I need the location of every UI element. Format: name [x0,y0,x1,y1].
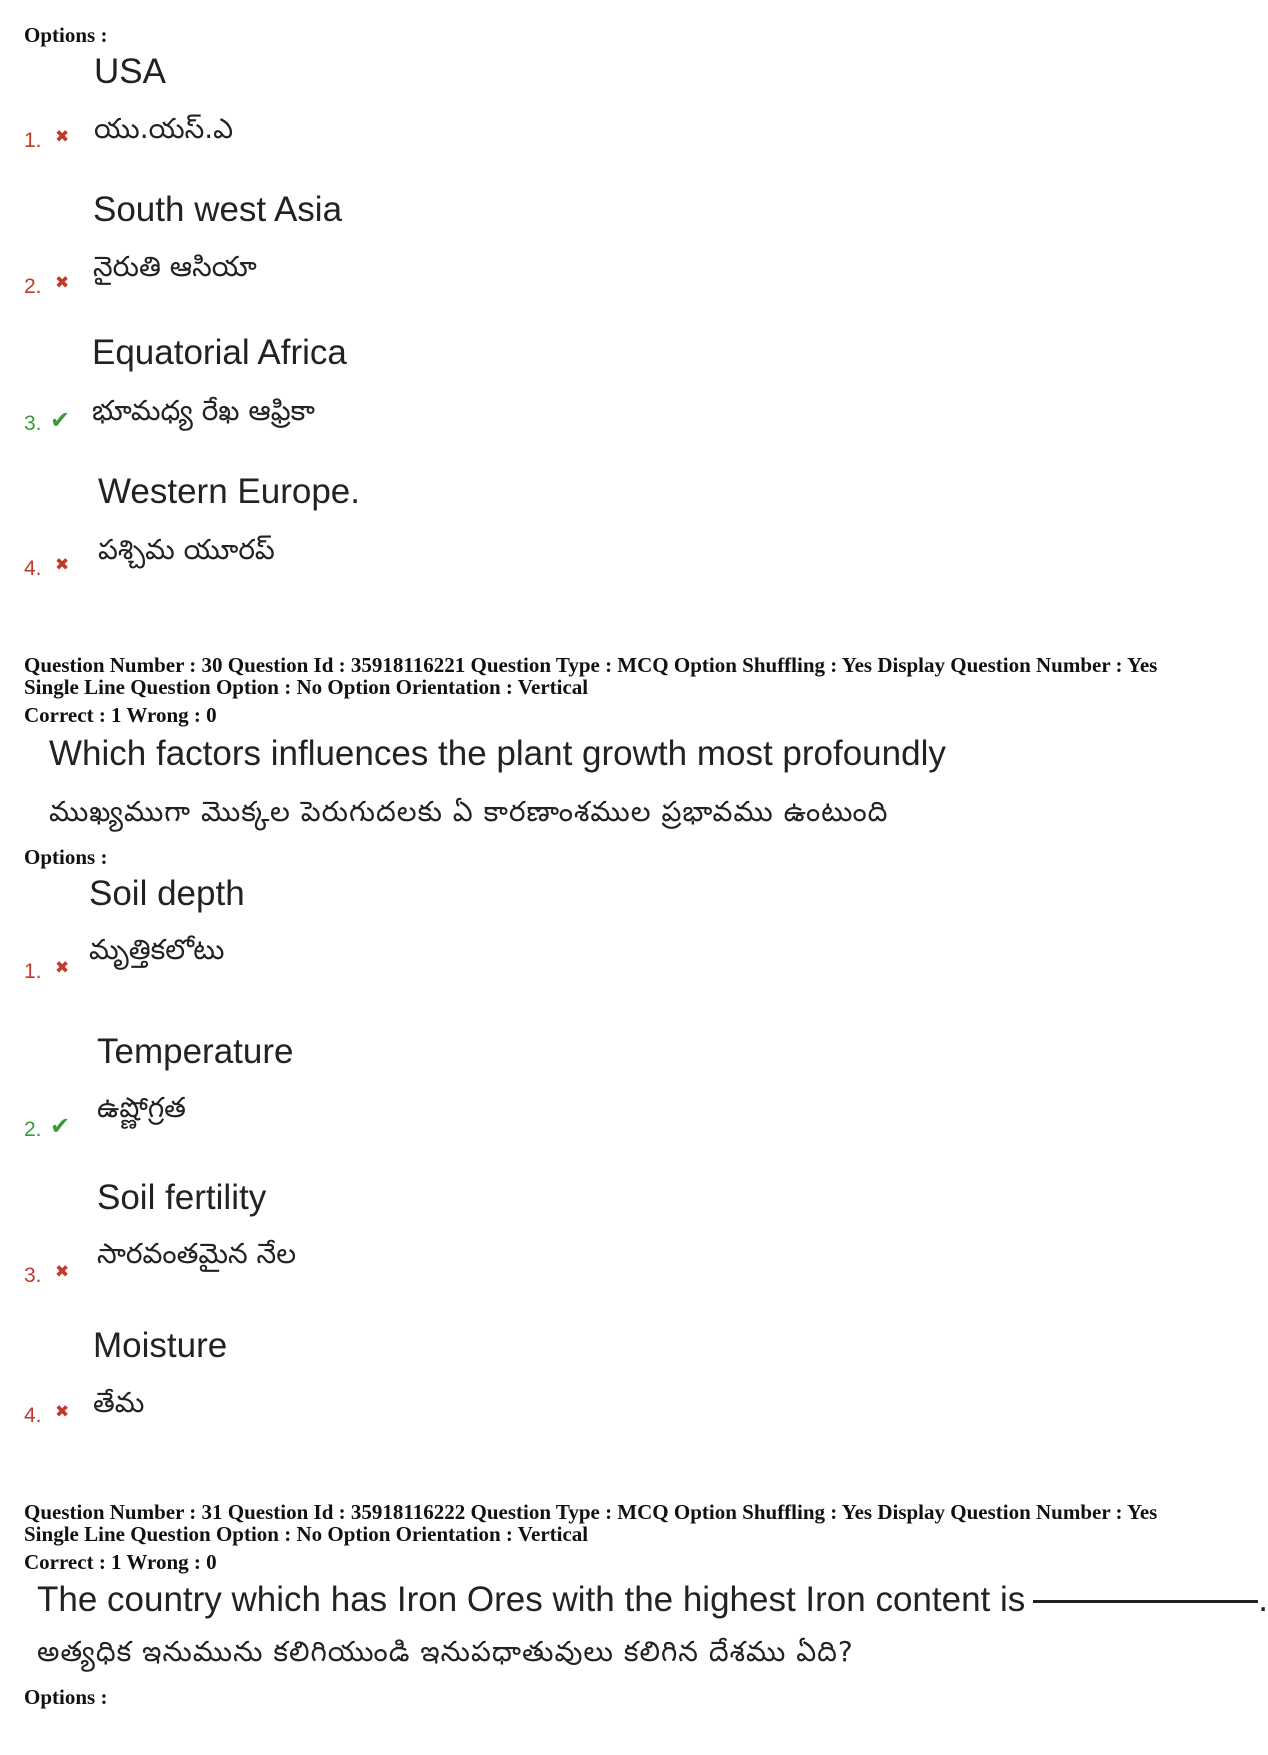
question-meta: Question Number : 30 Question Id : 35918116221 Question Type : MCQ Option Shuffling : Yes Display Question Number : Yes [24,653,1158,677]
wrong-icon: ✖ [55,127,70,147]
option-number: 1. [24,960,42,983]
question-text-en-end: . [1258,1580,1268,1619]
option-number: 3. [24,412,42,435]
option-text-en: Soil fertility [97,1178,267,1217]
option-text-te: నైరుతి ఆసియా [93,250,257,283]
question-meta: Single Line Question Option : No Option Orientation : Vertical [24,675,589,699]
option-text-en: Western Europe. [98,472,360,511]
question-meta: Question Number : 31 Question Id : 35918116222 Question Type : MCQ Option Shuffling : Yes Display Question Number : Yes [24,1500,1158,1524]
option-text-te: తేమ [93,1386,145,1419]
wrong-icon: ✖ [55,273,70,293]
option-number: 1. [24,129,42,152]
option-text-en: Equatorial Africa [92,333,347,372]
option-number: 2. [24,275,42,298]
check-icon: ✔ [50,406,71,434]
question-text-en [37,1580,1268,1620]
question-marks: Correct : 1 Wrong : 0 [24,1550,217,1574]
options-label: Options : [24,23,108,47]
question-text-te: ముఖ్యముగా మొక్కల పెరుగుదలకు ఏ కారణాంశముల ప్రభావము ఉంటుంది [49,795,889,828]
wrong-icon: ✖ [55,1262,70,1282]
check-icon: ✔ [50,1112,71,1140]
question-marks: Correct : 1 Wrong : 0 [24,703,217,727]
option-text-te: భూమధ్య రేఖ ఆఫ్రికా [92,394,315,427]
option-text-te: పశ్చిమ యూరప్ [98,533,275,566]
answer-blank [1033,1600,1258,1603]
question-meta: Single Line Question Option : No Option Orientation : Vertical [24,1522,589,1546]
option-number: 4. [24,1404,42,1427]
question-text-te: అత్యధిక ఇనుమును కలిగియుండి ఇనుపధాతువులు కలిగిన దేశము ఏది? [37,1635,854,1668]
option-text-te: ఉష్ణోగ్రత [97,1091,186,1124]
option-text-en: Moisture [93,1326,228,1365]
option-text-te: యు.యస్.ఎ [94,112,234,145]
option-text-te: సారవంతమైన నేల [97,1237,297,1270]
wrong-icon: ✖ [55,1402,70,1422]
option-number: 3. [24,1264,42,1287]
question-text-en: Which factors influences the plant growth most profoundly [49,734,946,773]
option-number: 2. [24,1118,42,1141]
option-text-en: Soil depth [89,874,245,913]
question-text-en-body: The country which has Iron Ores with the highest Iron content is [37,1580,1026,1619]
option-text-en: USA [94,52,166,91]
wrong-icon: ✖ [55,555,70,575]
option-number: 4. [24,557,42,580]
options-label: Options : [24,845,108,869]
option-text-en: Temperature [97,1032,294,1071]
option-text-te: మృత్తికలోటు [89,933,225,966]
options-label: Options : [24,1685,108,1709]
wrong-icon: ✖ [55,958,70,978]
option-text-en: South west Asia [93,190,343,229]
